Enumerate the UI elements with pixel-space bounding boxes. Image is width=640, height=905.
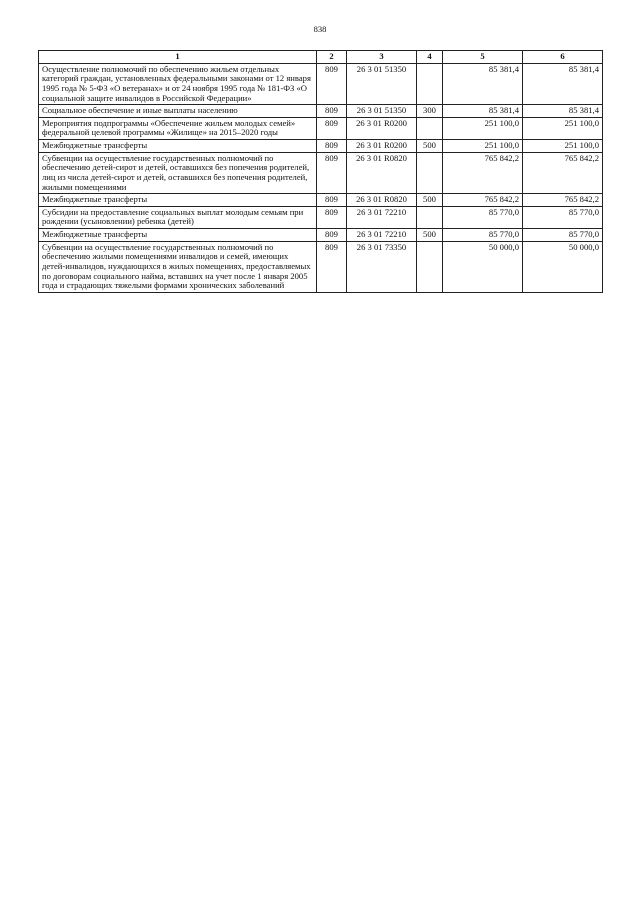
ministry-code: 809: [317, 152, 347, 194]
target-code: 26 3 01 R0200: [347, 140, 417, 153]
expense-type-code: [417, 241, 443, 292]
amount-col6: 765 842,2: [523, 152, 603, 194]
expense-type-code: 500: [417, 140, 443, 153]
target-code: 26 3 01 72210: [347, 229, 417, 242]
ministry-code: 809: [317, 194, 347, 207]
expense-type-code: 300: [417, 105, 443, 118]
table-row: [39, 117, 603, 139]
table-row: [39, 105, 603, 118]
target-code: 26 3 01 R0820: [347, 194, 417, 207]
expense-type-code: [417, 206, 443, 228]
ministry-code: 809: [317, 229, 347, 242]
amount-col5: 85 770,0: [443, 229, 523, 242]
amount-col5: 251 100,0: [443, 140, 523, 153]
row-name: Межбюджетные трансферты: [39, 194, 317, 207]
budget-table: [38, 50, 603, 293]
expense-type-code: [417, 63, 443, 105]
table-row: [39, 140, 603, 153]
amount-col5: 765 842,2: [443, 152, 523, 194]
row-name: Мероприятия подпрограммы «Обеспечение жильем молодых семей» федеральной целевой программы «Жилище» на 2015–2020 годы: [39, 117, 317, 139]
ministry-code: 809: [317, 206, 347, 228]
amount-col6: 251 100,0: [523, 140, 603, 153]
amount-col6: 85 381,4: [523, 105, 603, 118]
row-name: Осуществление полномочий по обеспечению жильем отдельных категорий граждан, установленных федеральными законами от 12 января 1995 года № 5-ФЗ «О ветеранах» и от 24 ноября 1995 года № 181-ФЗ «О социальной защите инвалидов в Российской Федерации»: [39, 63, 317, 105]
column-header: 3: [347, 51, 417, 64]
target-code: 26 3 01 R0200: [347, 117, 417, 139]
amount-col6: 85 381,4: [523, 63, 603, 105]
table-header-row: [39, 51, 603, 64]
amount-col5: 251 100,0: [443, 117, 523, 139]
ministry-code: 809: [317, 241, 347, 292]
amount-col5: 85 381,4: [443, 105, 523, 118]
ministry-code: 809: [317, 117, 347, 139]
target-code: 26 3 01 R0820: [347, 152, 417, 194]
amount-col6: 85 770,0: [523, 229, 603, 242]
expense-type-code: [417, 117, 443, 139]
amount-col6: 251 100,0: [523, 117, 603, 139]
expense-type-code: [417, 152, 443, 194]
row-name: Межбюджетные трансферты: [39, 229, 317, 242]
table-row: [39, 229, 603, 242]
expense-type-code: 500: [417, 194, 443, 207]
target-code: 26 3 01 73350: [347, 241, 417, 292]
table-row: [39, 63, 603, 105]
row-name: Субвенции на осуществление государственных полномочий по обеспечению детей-сирот и детей, оставшихся без попечения родителей, лиц из числа детей-сирот и детей, оставшихся без попечения родителей, жилыми помещениями: [39, 152, 317, 194]
column-header: 5: [443, 51, 523, 64]
page-number: 838: [313, 24, 327, 34]
table-row: [39, 206, 603, 228]
target-code: 26 3 01 51350: [347, 63, 417, 105]
column-header: 2: [317, 51, 347, 64]
target-code: 26 3 01 72210: [347, 206, 417, 228]
ministry-code: 809: [317, 63, 347, 105]
amount-col5: 50 000,0: [443, 241, 523, 292]
row-name: Субсидии на предоставление социальных выплат молодым семьям при рождении (усыновлении) ребенка (детей): [39, 206, 317, 228]
amount-col5: 85 381,4: [443, 63, 523, 105]
column-header: 6: [523, 51, 603, 64]
row-name: Социальное обеспечение и иные выплаты населению: [39, 105, 317, 118]
row-name: Субвенции на осуществление государственных полномочий по обеспечению жилыми помещениями инвалидов и семей, имеющих детей-инвалидов, нуждающихся в жилых помещениях, предоставляемых по договорам социального найма, вставших на учет после 1 января 2005 года и страдающих тяжелыми формами хронических заболеваний: [39, 241, 317, 292]
table-row: [39, 152, 603, 194]
ministry-code: 809: [317, 105, 347, 118]
table-row: [39, 194, 603, 207]
expense-type-code: 500: [417, 229, 443, 242]
amount-col6: 50 000,0: [523, 241, 603, 292]
amount-col5: 85 770,0: [443, 206, 523, 228]
column-header: 4: [417, 51, 443, 64]
amount-col5: 765 842,2: [443, 194, 523, 207]
amount-col6: 765 842,2: [523, 194, 603, 207]
ministry-code: 809: [317, 140, 347, 153]
amount-col6: 85 770,0: [523, 206, 603, 228]
row-name: Межбюджетные трансферты: [39, 140, 317, 153]
target-code: 26 3 01 51350: [347, 105, 417, 118]
table-row: [39, 241, 603, 292]
column-header: 1: [39, 51, 317, 64]
